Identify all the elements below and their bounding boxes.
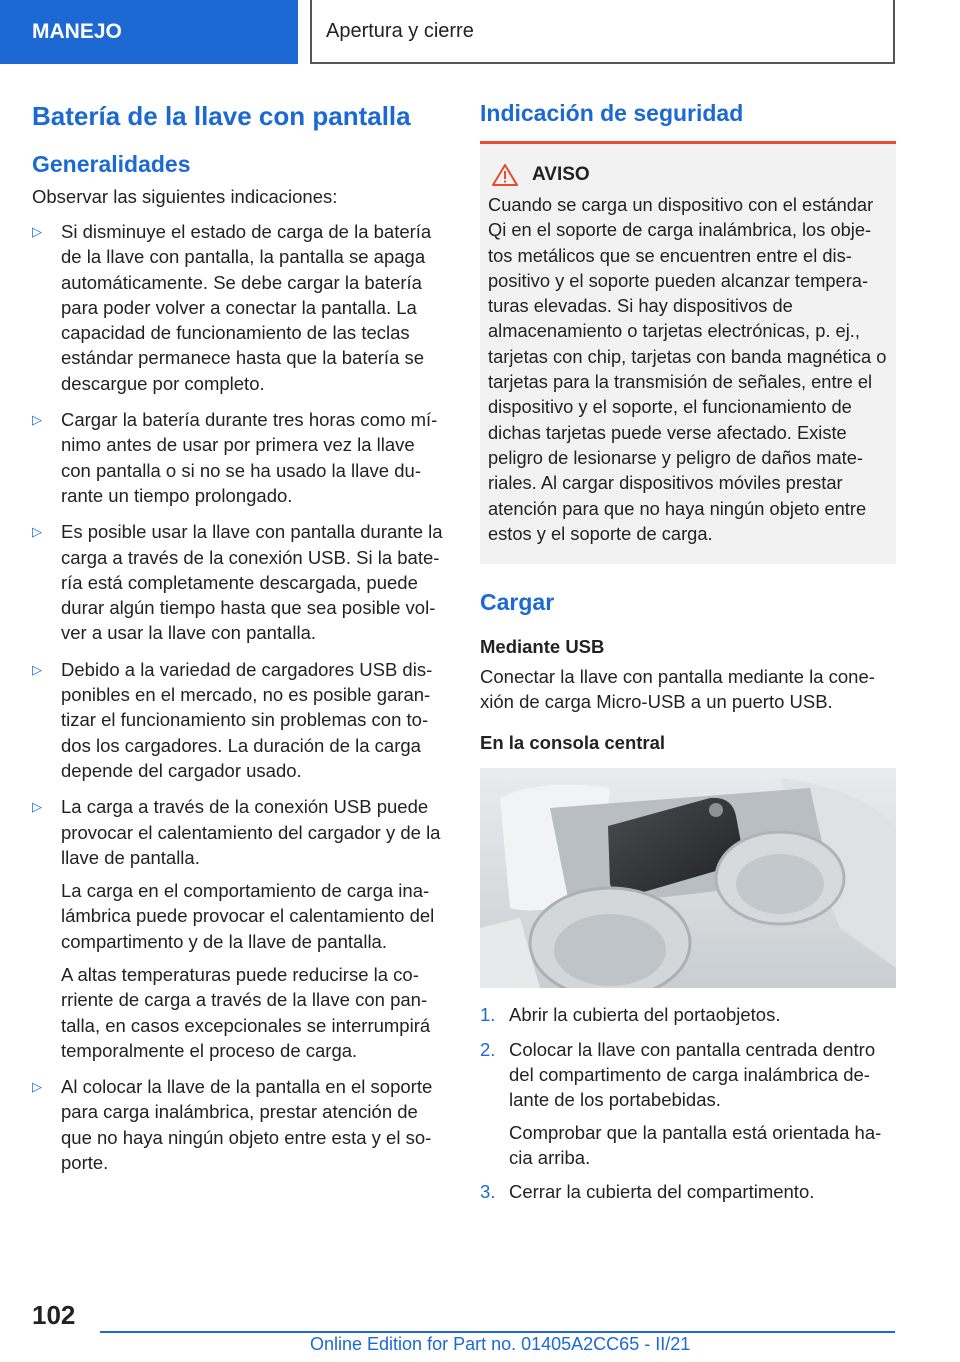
list-item-text: Cargar la batería durante tres horas como mínimo antes de usar por primera vez la llave con pantalla o si no se ha usado la llave durante un tiempo prolongado. bbox=[61, 409, 438, 506]
right-column bbox=[480, 100, 896, 1213]
section-header bbox=[310, 0, 895, 64]
warning-header bbox=[488, 164, 888, 186]
list-item bbox=[32, 407, 448, 508]
warning-box bbox=[480, 144, 896, 564]
intro-text: Observar las siguientes indicaciones: bbox=[32, 185, 338, 207]
list-item-text: Si disminuye el estado de carga de la batería de la llave con pantalla, la pantalla se apaga automáticamente. Se debe cargar la batería para poder volver a conectar la pantalla. La capacidad de funcionamiento de las teclas estándar permanece hasta que la batería se descargue por completo. bbox=[61, 220, 432, 394]
cargar-title: Cargar bbox=[480, 589, 555, 616]
step-text: Abrir la cubierta del portaobjetos. bbox=[509, 1004, 781, 1026]
triangle-bullet-icon: ▷ bbox=[32, 524, 42, 540]
list-item bbox=[32, 519, 448, 645]
list-item bbox=[32, 1074, 448, 1175]
triangle-bullet-icon: ▷ bbox=[32, 223, 42, 239]
triangle-bullet-icon: ▷ bbox=[32, 661, 42, 677]
page-title: Batería de la llave con pantalla bbox=[32, 101, 411, 131]
triangle-bullet-icon: ▷ bbox=[32, 412, 42, 428]
usb-heading: Mediante USB bbox=[480, 636, 605, 658]
step-number: 3. bbox=[480, 1181, 496, 1203]
list-item-note: A altas temperaturas puede reducirse la corriente de carga a través de la llave con pantalla, en casos excepcionales se interrumpirá temporalmente el proceso de carga. bbox=[61, 964, 431, 1061]
charging-steps bbox=[480, 1002, 896, 1204]
console-heading: En la consola central bbox=[480, 732, 666, 754]
center-console-image bbox=[480, 768, 896, 988]
step-number: 1. bbox=[480, 1004, 496, 1026]
page-number: 102 bbox=[32, 1300, 76, 1330]
warning-label: AVISO bbox=[532, 164, 590, 185]
list-item bbox=[480, 1002, 896, 1027]
footer-edition-link[interactable]: Online Edition for Part no. 01405A2CC65 - II/21 bbox=[310, 1334, 691, 1354]
triangle-bullet-icon: ▷ bbox=[32, 1079, 42, 1095]
left-column bbox=[32, 100, 448, 1186]
step-note: Comprobar que la pantalla está orientada hacia arriba. bbox=[509, 1121, 882, 1168]
list-item-text: Es posible usar la llave con pantalla durante la carga a través de la conexión USB. Si la batería está completamente descargada, puede durar algún tiempo hasta que sea posible volver a usar la llave con pantalla. bbox=[61, 521, 443, 644]
list-item-text: La carga a través de la conexión USB puede provocar el calentamiento del cargador y de la llave de pantalla. bbox=[61, 796, 441, 868]
list-item bbox=[32, 219, 448, 396]
usb-text: Conectar la llave con pantalla mediante la conexión de carga Micro-USB a un puerto USB. bbox=[480, 666, 875, 713]
step-text: Colocar la llave con pantalla centrada dentro del compartimento de carga inalámbrica delante de los portabebidas. bbox=[509, 1038, 876, 1111]
chapter-tab[interactable] bbox=[0, 0, 298, 64]
list-item-note: La carga en el comportamiento de carga inalámbrica puede provocar el calentamiento del compartimento y de la llave de pantalla. bbox=[61, 880, 435, 952]
list-item bbox=[32, 794, 448, 1063]
list-item-text: Debido a la variedad de cargadores USB disponibles en el mercado, no es posible garantizar el funcionamiento sin problemas con todos los cargadores. La duración de la carga depende del cargador usado. bbox=[61, 658, 433, 781]
section-label: Apertura y cierre bbox=[326, 19, 474, 42]
footer-divider bbox=[100, 1331, 895, 1333]
step-text: Cerrar la cubierta del compartimento. bbox=[509, 1181, 815, 1203]
triangle-bullet-icon: ▷ bbox=[32, 799, 42, 815]
warning-text: Cuando se carga un dispositivo con el estándar Qi en el soporte de carga inalámbrica, los objetos metálicos que se encuentren entre el dispositivo y el soporte pueden alcanzar temperaturas elevadas. Si hay dispositivos de almacenamiento o tarjetas electrónicas, p. ej., tarjetas con chip, tarjetas con banda magnética o tarjetas para la transmisión de señales, entre el dispositivo y el soporte, el funcionamiento de dichas tarjetas puede verse afectado. Existe peligro de lesionarse y peligro de daños materiales. Al cargar dispositivos móviles prestar atención para que no haya ningún objeto entre estos y el soporte de carga. bbox=[488, 194, 887, 544]
list-item-text: Al colocar la llave de la pantalla en el soporte para carga inalámbrica, prestar atención de que no haya ningún objeto entre esta y el soporte. bbox=[61, 1076, 433, 1174]
chapter-label: MANEJO bbox=[32, 20, 122, 43]
safety-title: Indicación de seguridad bbox=[480, 100, 896, 144]
indications-list bbox=[32, 219, 448, 1175]
warning-icon bbox=[492, 164, 518, 186]
subtitle-generalidades: Generalidades bbox=[32, 150, 191, 177]
list-item bbox=[480, 1037, 896, 1170]
step-number: 2. bbox=[480, 1038, 496, 1060]
list-item bbox=[480, 1179, 896, 1204]
list-item bbox=[32, 657, 448, 783]
